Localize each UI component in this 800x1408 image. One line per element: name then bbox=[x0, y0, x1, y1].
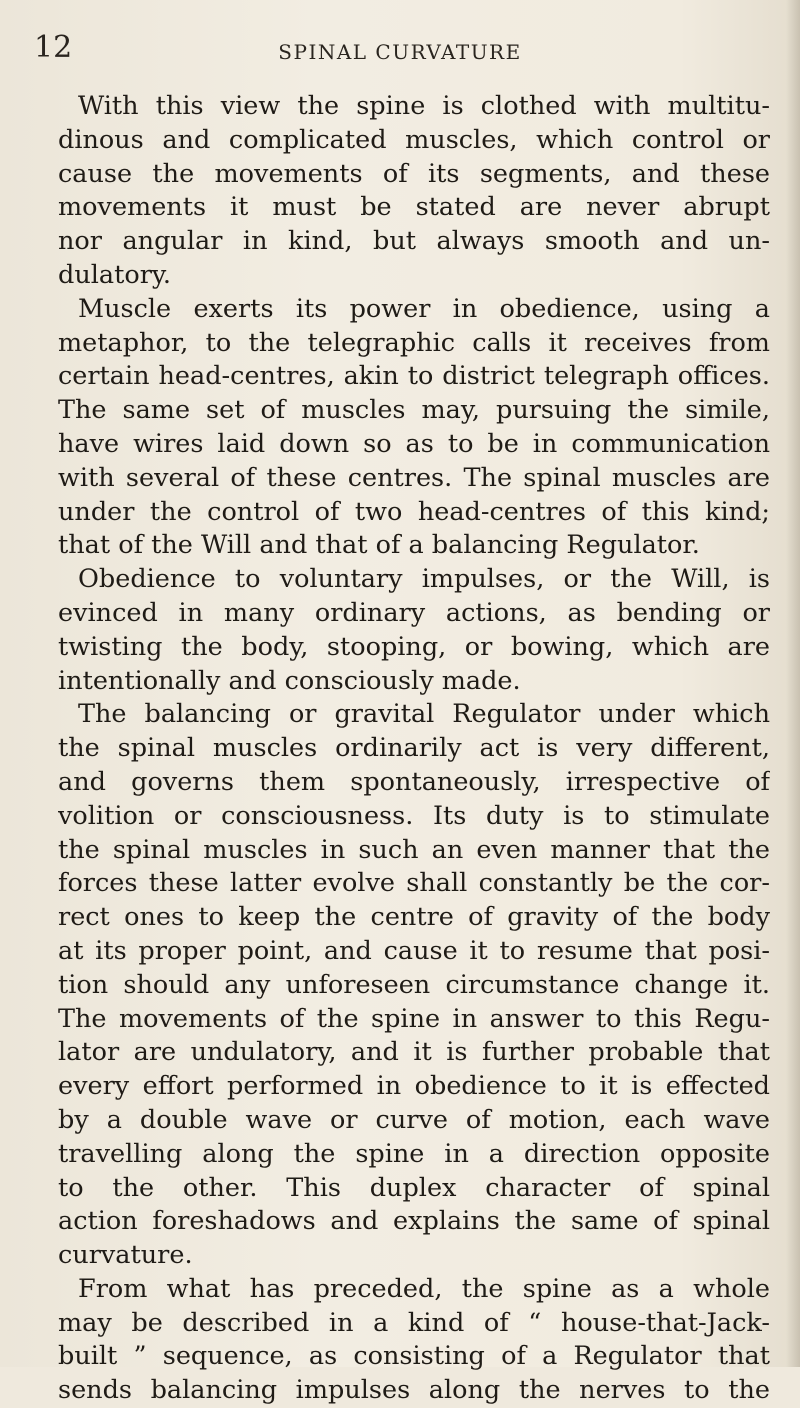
text-line: at its proper point, and cause it to resume that posi- bbox=[58, 935, 770, 966]
text-line: The same set of muscles may, pursuing the simile, bbox=[58, 395, 770, 426]
text-line: travelling along the spine in a direction opposite bbox=[58, 1138, 770, 1169]
text-line: built ” sequence, as consisting of a Regulator that bbox=[58, 1341, 770, 1372]
running-head: SPINAL CURVATURE bbox=[278, 40, 522, 64]
text-line: From what has preceded, the spine as a whole bbox=[78, 1273, 770, 1304]
text-line: dinous and complicated muscles, which control or bbox=[58, 124, 770, 155]
page-number: 12 bbox=[34, 30, 73, 65]
text-line: with several of these centres. The spinal muscles are bbox=[58, 462, 770, 493]
text-line: evinced in many ordinary actions, as bending or bbox=[58, 597, 770, 628]
text-line: The movements of the spine in answer to this Regu- bbox=[58, 1003, 770, 1034]
text-line: may be described in a kind of “ house-that-Jack- bbox=[58, 1307, 770, 1338]
text-line: the spinal muscles ordinarily act is very different, bbox=[58, 733, 770, 764]
text-line: twisting the body, stooping, or bowing, which are bbox=[58, 631, 770, 662]
text-line: With this view the spine is clothed with multitu- bbox=[78, 91, 770, 121]
text-line: under the control of two head-centres of this kind; bbox=[58, 496, 770, 527]
text-line: metaphor, to the telegraphic calls it receives from bbox=[58, 327, 770, 358]
text-line: certain head-centres, akin to district telegraph offices. bbox=[58, 361, 770, 392]
text-line: curvature. bbox=[58, 1240, 193, 1271]
text-line: lator are undulatory, and it is further probable that bbox=[58, 1037, 770, 1068]
page-edge-shadow bbox=[786, 0, 800, 1367]
body-text bbox=[58, 90, 770, 1408]
text-line: intentionally and consciously made. bbox=[58, 665, 521, 696]
text-line: Muscle exerts its power in obedience, using a bbox=[78, 293, 770, 324]
text-line: dulatory. bbox=[58, 259, 172, 290]
text-line: action foreshadows and explains the same of spinal bbox=[58, 1206, 770, 1237]
page-header bbox=[0, 30, 800, 70]
text-line: Obedience to voluntary impulses, or the Will, is bbox=[78, 564, 770, 595]
text-line: volition or consciousness. Its duty is to stimulate bbox=[58, 800, 770, 831]
text-line: The balancing or gravital Regulator under which bbox=[78, 699, 770, 730]
text-line: sends balancing impulses along the nerves to the bbox=[58, 1375, 770, 1406]
text-line: and governs them spontaneously, irrespective of bbox=[58, 766, 770, 797]
text-line: have wires laid down so as to be in communication bbox=[58, 428, 770, 459]
text-line: by a double wave or curve of motion, each wave bbox=[58, 1104, 770, 1135]
text-line: nor angular in kind, but always smooth and un- bbox=[58, 226, 770, 257]
text-line: cause the movements of its segments, and these bbox=[58, 158, 770, 189]
text-line: forces these latter evolve shall constantly be the cor- bbox=[58, 868, 770, 899]
text-line: to the other. This duplex character of spinal bbox=[58, 1172, 770, 1203]
text-line: rect ones to keep the centre of gravity of the body bbox=[58, 902, 770, 933]
text-line: tion should any unforeseen circumstance change it. bbox=[58, 969, 770, 1000]
text-line: movements it must be stated are never abrupt bbox=[58, 192, 770, 223]
text-line: the spinal muscles in such an even manner that the bbox=[58, 834, 770, 865]
text-line: every effort performed in obedience to it is effected bbox=[58, 1071, 770, 1102]
text-line: that of the Will and that of a balancing Regulator. bbox=[58, 530, 700, 561]
